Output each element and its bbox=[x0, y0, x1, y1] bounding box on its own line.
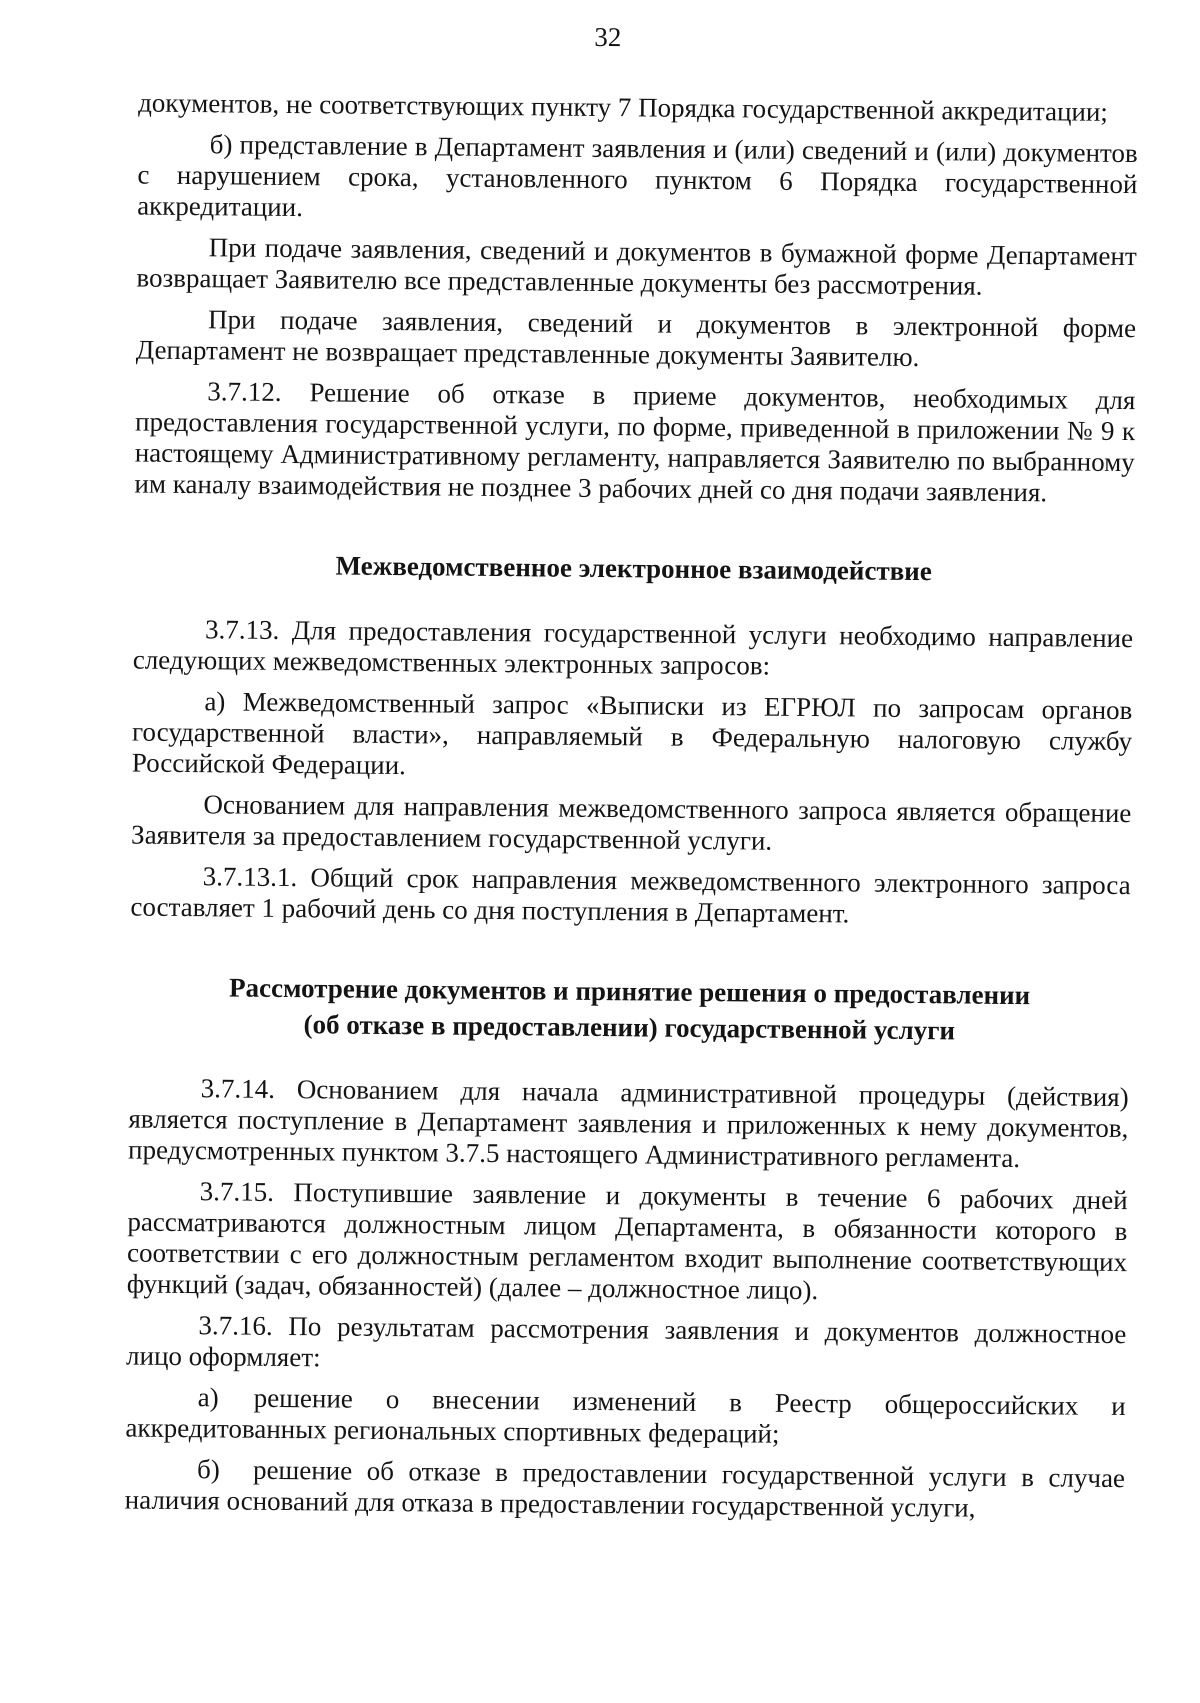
paragraph-electronic-form: При подаче заявления, сведений и документов в электронной форме Департамент не возвращает представленные документы Заявителю. bbox=[135, 304, 1137, 373]
body-text bbox=[124, 88, 1138, 1536]
paragraph-paper-form: При подаче заявления, сведений и документов в бумажной форме Департамент возвращает Заявителю все представленные документы без рассмотрения. bbox=[136, 232, 1137, 301]
section-heading-review-line1: Рассмотрение документов и принятие решения о предоставлении bbox=[228, 972, 1031, 1011]
list-item-marker: а) bbox=[197, 1382, 219, 1413]
list-item-text: решение о внесении изменений в Реестр общероссийских и аккредитованных региональных спортивных федераций; bbox=[125, 1382, 1126, 1449]
section-heading-review-line2: (об отказе в предоставлении) государственной услуги bbox=[303, 1009, 956, 1046]
paragraph-3-7-12: 3.7.12. Решение об отказе в приеме документов, необходимых для предоставления государственной услуги, по форме, приведенной в приложении № 9 к настоящему Административному регламенту, направляется Заявителю по выбранному им каналу взаимодействия не позднее 3 рабочих дней со дня подачи заявления. bbox=[134, 376, 1136, 508]
paragraph-3-7-16: 3.7.16. По результатам рассмотрения заявления и документов должностное лицо оформляет: bbox=[125, 1310, 1127, 1373]
paragraph-request-egrul: а) Межведомственный запрос «Выписки из ЕГРЮЛ по запросам органов государственной власти», направляемый в Федеральную налоговую службу Российской Федерации. bbox=[131, 686, 1133, 781]
paragraph-item-b: б) представление в Департамент заявления и (или) сведений и (или) документов с нарушением срока, установленного пунктом 6 Порядка государственной аккредитации. bbox=[137, 129, 1138, 223]
paragraph-request-basis: Основанием для направления межведомственного запроса является обращение Заявителя за предоставлением государственной услуги. bbox=[130, 789, 1132, 856]
paragraph-continuation: документов, не соответствующих пункту 7 Порядка государственной аккредитации; bbox=[138, 87, 1109, 127]
section-heading-interagency-text: Межведомственное электронное взаимодействие bbox=[335, 550, 932, 587]
section-heading-review bbox=[129, 968, 1130, 1050]
list-item-marker: б) bbox=[196, 1454, 220, 1485]
paragraph-3-7-15: 3.7.15. Поступившие заявление и документы в течение 6 рабочих дней рассматриваются должностным лицом Департамента, в обязанности которого в соответствии с его должностным регламентом входит выполнение соответствующих функций (задач, обязанностей) (далее – должностное лицо). bbox=[126, 1176, 1128, 1306]
list-item-text: решение об отказе в предоставлении государственной услуги в случае наличия оснований для отказа в предоставлении государственной услуги, bbox=[124, 1454, 1126, 1523]
section-heading-interagency bbox=[134, 546, 1134, 592]
list-item bbox=[125, 1381, 1126, 1453]
paragraph-3-7-13-1: 3.7.13.1. Общий срок направления межведомственного электронного запроса составляет 1 рабочий день со дня поступления в Департамент. bbox=[130, 861, 1131, 929]
list-item bbox=[125, 1453, 1126, 1525]
paragraph-3-7-13: 3.7.13. Для предоставления государственной услуги необходимо направление следующих межведомственных электронных запросов: bbox=[132, 614, 1134, 681]
page-number: 32 bbox=[594, 21, 622, 53]
paragraph-3-7-14: 3.7.14. Основанием для начала административной процедуры (действия) является поступление в Департамент заявления и приложенных к нему документов, предусмотренных пунктом 3.7.5 настоящего Административного регламента. bbox=[127, 1073, 1129, 1174]
